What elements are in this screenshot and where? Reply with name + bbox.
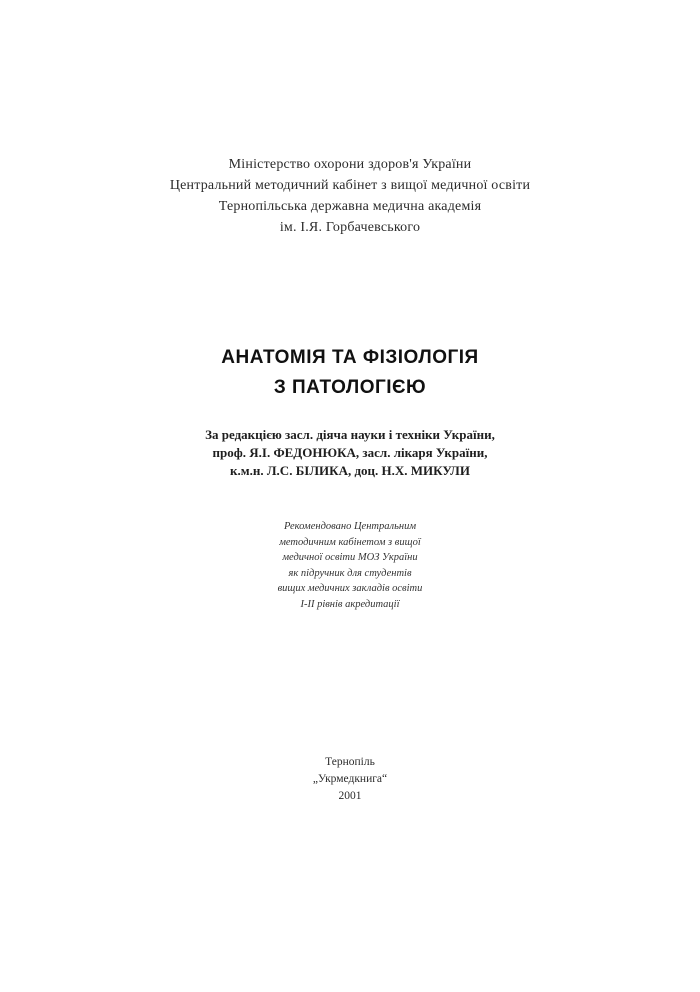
imprint-year: 2001 [338,790,362,802]
recommendation-line-1: Рекомендовано Центральним [283,521,417,532]
academy-line: Тернопільська державна медична академія [218,199,482,214]
methodical-cabinet-line: Центральний методичний кабінет з вищої медичної освіти [169,178,531,193]
editors-line-3: к.м.н. Л.С. БІЛИКА, доц. Н.Х. МИКУЛИ [230,463,470,478]
recommendation-line-2: методичним кабінетом з вищої [279,536,421,548]
book-title-line-1: АНАТОМІЯ ТА ФІЗІОЛОГІЯ [221,347,479,368]
editors-line-2: проф. Я.І. ФЕДОНЮКА, засл. лікаря України, [212,445,488,460]
recommendation-line-5: вищих медичних закладів освіти [277,583,423,594]
imprint-publisher: „Укрмедкнига“ [312,773,388,785]
imprint-block [0,754,700,805]
book-title-line-2: З ПАТОЛОГІЄЮ [273,377,427,398]
editors-line-1: За редакцією засл. діяча науки і техніки України, [205,427,495,442]
institution-block [0,154,700,238]
recommendation-line-4: як підручник для студентів [288,567,412,579]
academy-name-line: ім. І.Я. Горбачевського [279,220,421,235]
editors-block [0,426,700,480]
recommendation-line-3: медичної освіти МОЗ України [282,552,418,563]
ministry-line: Міністерство охорони здоров'я України [228,157,472,172]
recommendation-line-6: I-II рівнів акредитації [300,598,400,610]
book-title [0,343,700,403]
recommendation-block [0,519,700,612]
imprint-city: Тернопіль [325,756,375,768]
